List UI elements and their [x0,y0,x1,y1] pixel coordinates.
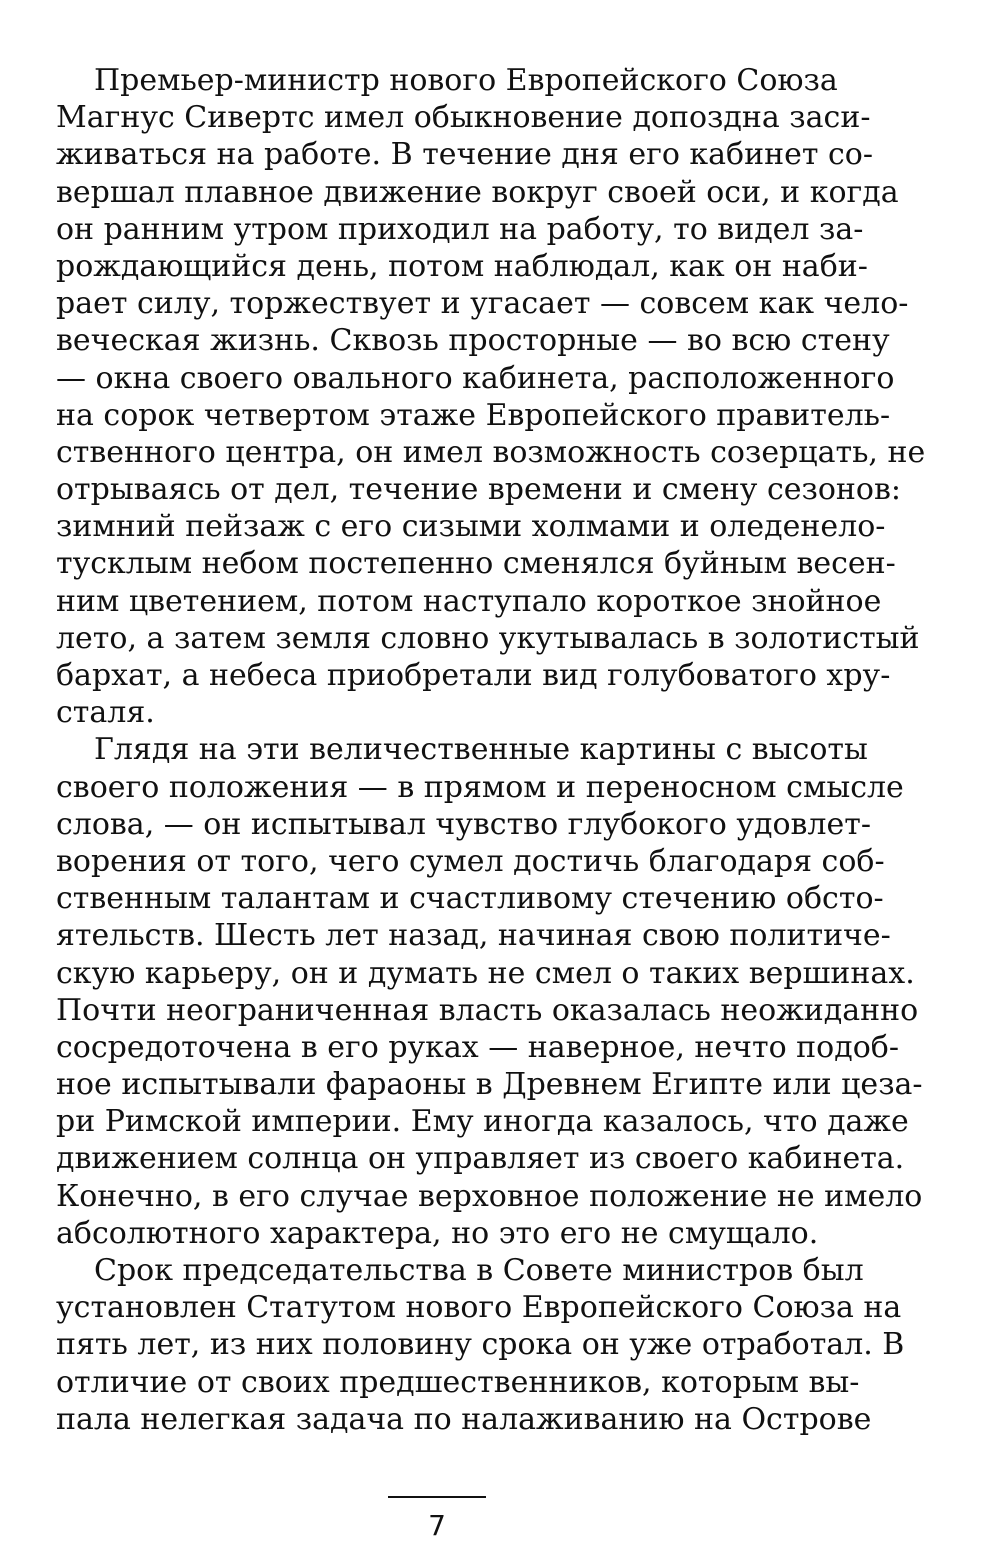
text-line: веческая жизнь. Сквозь просторные — во всю стену [56,323,890,359]
text-line: Магнус Сивертс имел обыкновение допоздна заси- [56,100,871,136]
text-line: ним цветением, потом наступало короткое знойное [56,583,882,619]
text-line: ственного центра, он имел возможность созерцать, не [56,434,926,470]
text-line: отрываясь от дел, течение времени и смену сезонов: [56,472,901,508]
text-line: ятельств. Шесть лет назад, начиная свою политиче- [56,918,891,954]
text-line: вершал плавное движение вокруг своей оси, и когда [56,174,899,210]
text-line: ственным талантам и счастливому стечению обсто- [56,881,884,917]
text-line: ри Римской империи. Ему иногда казалось, что даже [56,1104,909,1140]
text-line: Срок председательства в Совете министров был [94,1253,864,1288]
text-line: Конечно, в его случае верховное положение не имело [56,1178,923,1214]
text-line: он ранним утром приходил на работу, то видел за- [56,211,864,247]
text-line: сталя. [56,695,155,731]
text-line: на сорок четвертом этаже Европейского правитель- [56,397,891,433]
text-line: слова, — он испытывал чувство глубокого удовлет- [56,806,871,842]
text-line: лето, а затем земля словно укутывалась в золотистый [56,620,920,656]
text-line: бархат, а небеса приобретали вид голубоватого хру- [56,658,891,693]
text-line: ворения от того, чего сумел достичь благодаря соб- [56,843,885,879]
text-line: абсолютного характера, но это его не смущало. [56,1215,819,1251]
text-line: Глядя на эти величественные картины с высоты [94,732,868,768]
text-line: ное испытывали фараоны в Древнем Египте или цеза- [56,1067,923,1103]
text-line: Почти неограниченная власть оказалась неожиданно [56,992,919,1028]
text-line: зимний пейзаж с его сизыми холмами и оледенело- [56,509,886,545]
text-line: пять лет, из них половину срока он уже отработал. В [56,1327,905,1363]
text-line: рает силу, торжествует и угасает — совсем как чело- [56,286,909,322]
text-line: живаться на работе. В течение дня его кабинет со- [56,137,873,173]
text-line: рождающийся день, потом наблюдал, как он наби- [56,248,868,284]
page-number: 7 [428,1509,446,1542]
text-line: пала нелегкая задача по налаживанию на Острове [56,1401,872,1437]
footer-rule [388,1496,486,1498]
text-line: сосредоточена в его руках — наверное, нечто подоб- [56,1029,899,1065]
text-line: скую карьеру, он и думать не смел о таких вершинах. [56,955,915,991]
text-line: отличие от своих предшественников, которым вы- [56,1364,860,1400]
text-line: установлен Статутом нового Европейского Союза на [56,1290,902,1326]
text-line: тусклым небом постепенно сменялся буйным весен- [56,546,896,582]
text-line: своего положения — в прямом и переносном смысле [56,769,904,805]
text-line: Премьер-министр нового Европейского Союза [94,63,838,98]
body-text [56,62,926,1438]
text-line: — окна своего овального кабинета, расположенного [56,360,895,396]
text-line: движением солнца он управляет из своего кабинета. [56,1141,905,1177]
